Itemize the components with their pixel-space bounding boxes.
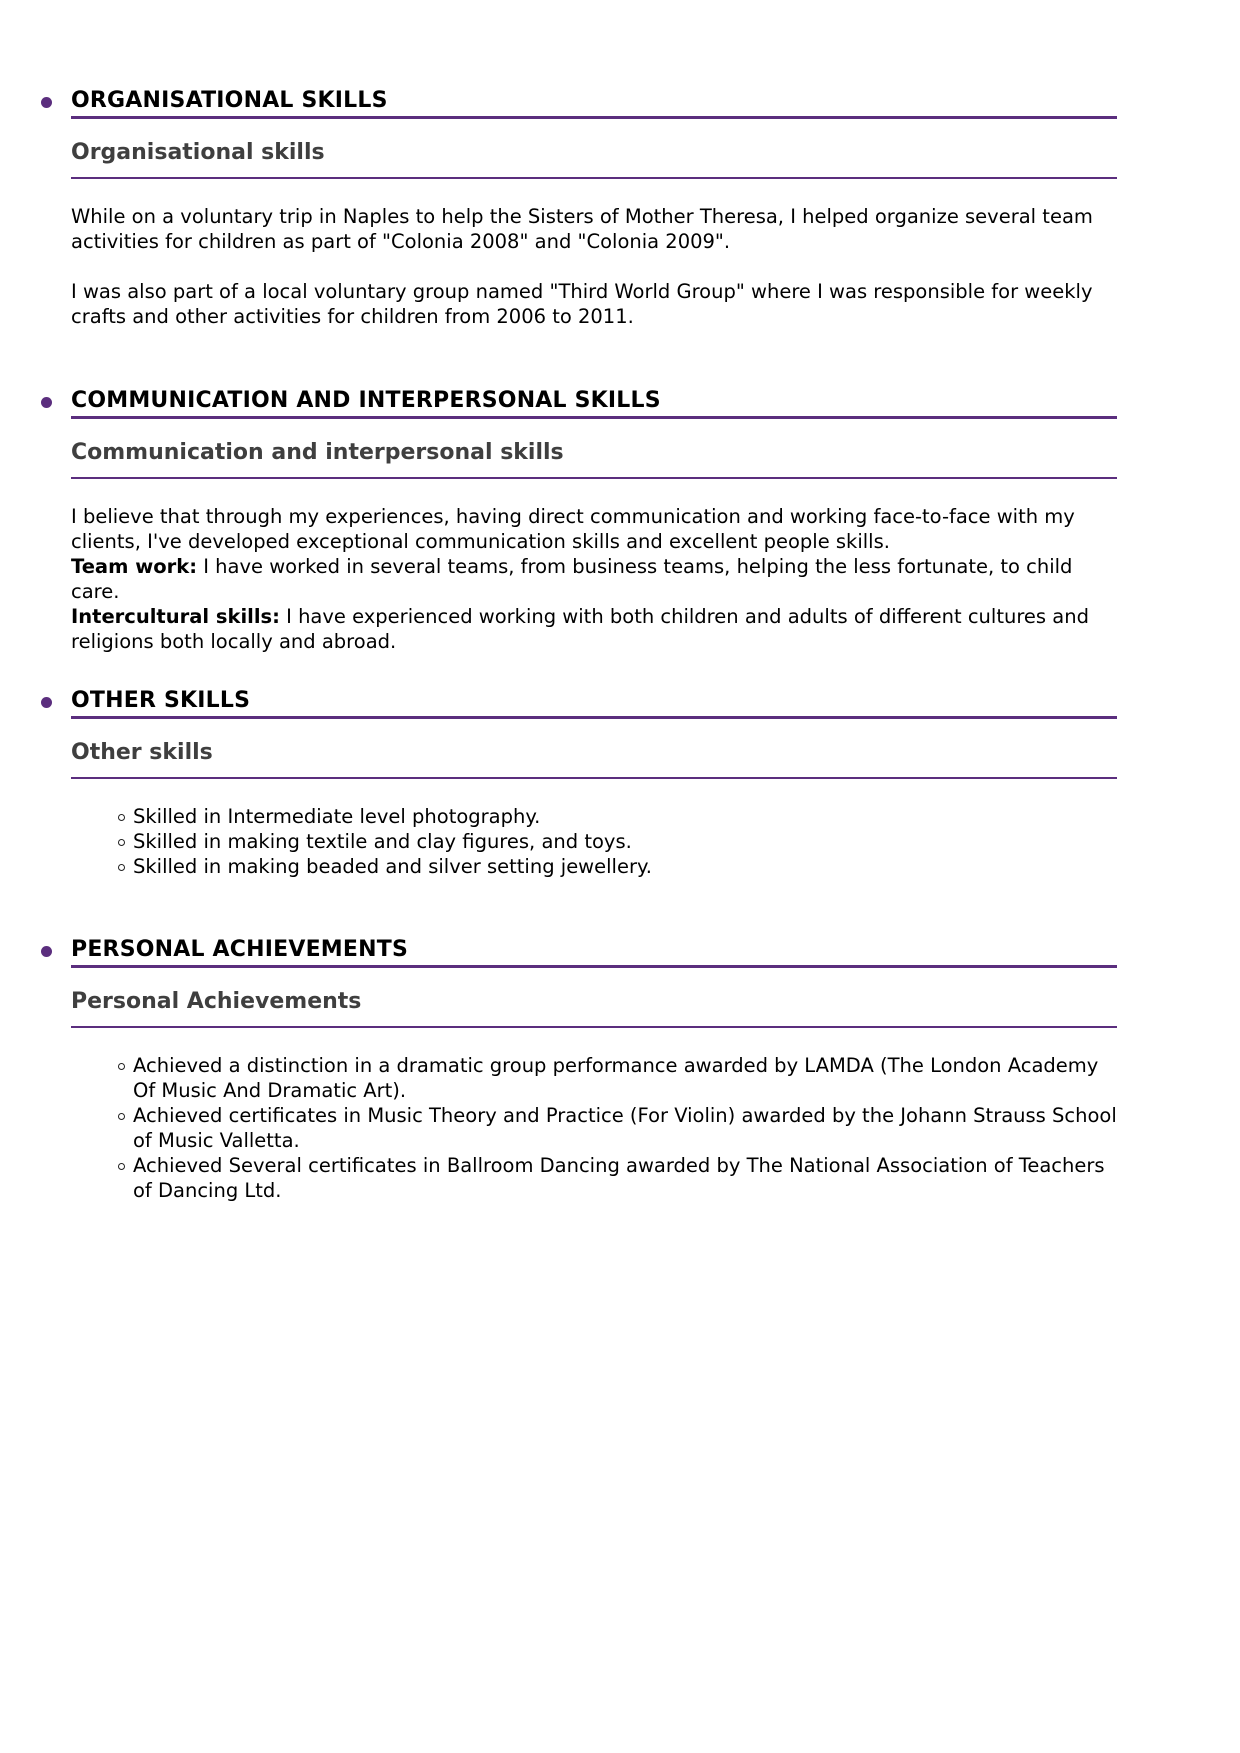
subheading-divider: [71, 777, 1117, 779]
section-bullet-icon: [41, 97, 52, 108]
heading-divider: [71, 116, 1117, 119]
list-item: Skilled in making textile and clay figures, and toys.: [133, 829, 1117, 854]
team-work-label: Team work:: [71, 555, 197, 578]
section-subheading: Communication and interpersonal skills: [71, 440, 564, 465]
section-bullet-icon: [41, 397, 52, 408]
team-work-line: [71, 554, 1117, 604]
team-work-text: I have worked in several teams, from business teams, helping the less fortunate, to child care.: [71, 555, 1073, 603]
section-bullet-icon: [41, 697, 52, 708]
intercultural-line: [71, 604, 1117, 654]
list-item: Achieved certificates in Music Theory and Practice (For Violin) awarded by the Johann Strauss School of Music Valletta.: [133, 1104, 1117, 1152]
section-subheading: Personal Achievements: [71, 989, 362, 1014]
paragraph: I believe that through my experiences, having direct communication and working face-to-face with my clients, I've developed exceptional communication skills and excellent people skills.: [71, 505, 1075, 553]
list-item: Achieved a distinction in a dramatic group performance awarded by LAMDA (The London Academy Of Music And Dramatic Art).: [133, 1053, 1117, 1103]
section-heading: ORGANISATIONAL SKILLS: [71, 88, 388, 113]
section-subheading: Organisational skills: [71, 140, 325, 165]
intercultural-text: I have experienced working with both children and adults of different cultures and religions both locally and abroad.: [71, 605, 1089, 653]
section-other-skills: [71, 686, 1117, 879]
heading-divider: [71, 416, 1117, 419]
section-communication-skills: [71, 386, 1117, 654]
section-heading: COMMUNICATION AND INTERPERSONAL SKILLS: [71, 388, 661, 413]
subheading-divider: [71, 1026, 1117, 1028]
paragraph: While on a voluntary trip in Naples to help the Sisters of Mother Theresa, I helped organize several team activities for children as part of "Colonia 2008" and "Colonia 2009".: [71, 205, 1093, 253]
section-bullet-icon: [41, 946, 52, 957]
section-heading: OTHER SKILLS: [71, 688, 251, 713]
paragraph: I was also part of a local voluntary group named "Third World Group" where I was responsible for weekly crafts and other activities for children from 2006 to 2011.: [71, 280, 1093, 328]
skills-list: [71, 804, 1117, 879]
heading-divider: [71, 716, 1117, 719]
section-body: [71, 204, 1117, 329]
heading-divider: [71, 965, 1117, 968]
list-item: Skilled in Intermediate level photography.: [133, 804, 1117, 829]
section-personal-achievements: [71, 935, 1117, 1203]
intercultural-label: Intercultural skills:: [71, 605, 280, 628]
section-subheading: Other skills: [71, 740, 213, 765]
section-organisational-skills: [71, 86, 1117, 329]
section-heading: PERSONAL ACHIEVEMENTS: [71, 937, 408, 962]
subheading-divider: [71, 477, 1117, 479]
list-item: Skilled in making beaded and silver setting jewellery.: [133, 854, 1117, 879]
section-body: [71, 504, 1117, 654]
subheading-divider: [71, 177, 1117, 179]
achievements-list: [71, 1053, 1117, 1203]
list-item: Achieved Several certificates in Ballroom Dancing awarded by The National Association of Teachers of Dancing Ltd.: [133, 1153, 1117, 1203]
